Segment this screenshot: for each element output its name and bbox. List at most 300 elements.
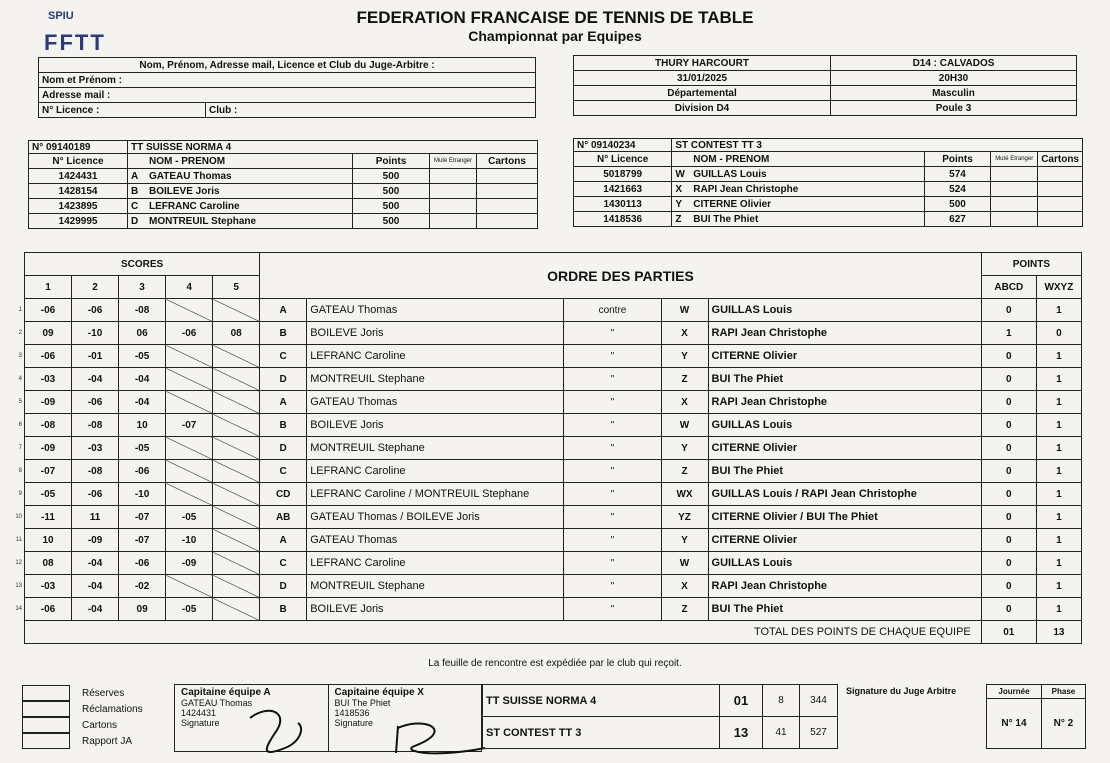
match-row [12,506,1082,529]
set-score [213,391,260,414]
set-score [213,598,260,621]
summary-value: 527 [800,717,838,749]
set-score: -01 [72,345,119,368]
team-x-players: CITERNE Olivier [708,437,965,460]
set-score: -07 [166,414,213,437]
team-x-players: CITERNE Olivier / BUI The Phiet [708,506,965,529]
team-x-letter: W [661,552,708,575]
points-a: 0 [981,529,1036,552]
journee-label: Journée [987,685,1042,699]
points-a: 0 [981,414,1036,437]
table-row [574,182,1083,197]
team-x-table [573,138,1083,227]
set-score: -05 [119,437,166,460]
team-a-players: LEFRANC Caroline [307,460,564,483]
team-x-players: BUI The Phiet [708,368,965,391]
points-a: 0 [981,437,1036,460]
points-a: 1 [981,322,1036,345]
set-score: 08 [213,322,260,345]
points-x: 0 [1036,322,1081,345]
versus: " [564,437,661,460]
set-score: -10 [72,322,119,345]
points-x: 1 [1036,506,1081,529]
player-letter: C [128,199,147,214]
player-name: LEFRANC Caroline [146,199,353,214]
team-a-col-mute: Muté Etranger [430,154,477,169]
team-x-players: RAPI Jean Christophe [708,391,965,414]
logo-top-text: SPIU [48,10,74,22]
set-score: -11 [25,506,72,529]
set-score: -06 [119,552,166,575]
set-score [213,483,260,506]
match-number: 14 [15,606,22,612]
set-score: -04 [72,368,119,391]
set-score [213,414,260,437]
venue: THURY HARCOURT [574,56,831,71]
points-a: 0 [981,460,1036,483]
team-x-letter: Z [661,460,708,483]
table-row [483,685,838,717]
referee-table [38,57,536,118]
set-score: 09 [119,598,166,621]
player-licence: 5018799 [574,167,672,182]
team-a-letter: C [260,552,307,575]
table-row [29,214,538,229]
team-a-letter: D [260,575,307,598]
team-x-players: BUI The Phiet [708,598,965,621]
team-a-col-points: Points [353,154,430,169]
set-score: -06 [25,598,72,621]
match-info-table [573,55,1077,116]
set-score: -06 [119,460,166,483]
points-a: 0 [981,575,1036,598]
team-x-number: N° 09140234 [574,139,672,152]
team-a-letter: A [260,391,307,414]
match-row [12,552,1082,575]
set-score: -04 [119,368,166,391]
captain-a-sig-label: Signature [181,718,220,728]
match-row [12,529,1082,552]
set-header: 1 [25,276,72,299]
points-x: 1 [1036,575,1081,598]
set-header: 4 [166,276,213,299]
team-a-players: BOILEVE Joris [307,322,564,345]
team-x-players: RAPI Jean Christophe [708,575,965,598]
team-x-letter: X [661,322,708,345]
team-x-letter: WX [661,483,708,506]
versus: " [564,391,661,414]
player-points: 500 [924,197,990,212]
set-header: 3 [119,276,166,299]
team-a-letter: B [260,322,307,345]
player-name: GATEAU Thomas [146,169,353,184]
referee-signature-label: Signature du Juge Arbitre [846,686,957,696]
points-a: 0 [981,391,1036,414]
team-x-players: GUILLAS Louis [708,552,965,575]
team-a-players: LEFRANC Caroline [307,552,564,575]
captain-x-licence: 1418536 [334,708,370,718]
summary-value: 344 [800,685,838,717]
summary-value: 8 [763,685,800,717]
journee-phase-table [986,684,1086,749]
match-number: 11 [15,537,22,543]
versus: contre [564,299,661,322]
team-a-number: N° 09140189 [29,141,128,154]
points-a: 0 [981,483,1036,506]
match-number: 6 [18,422,22,428]
set-score [166,575,213,598]
team-a-col-licence: N° Licence [29,154,128,169]
points-x: 1 [1036,483,1081,506]
player-points: 500 [353,199,430,214]
match-number: 2 [18,330,22,336]
points-x: 1 [1036,437,1081,460]
referee-licence-label: N° Licence : [39,103,206,118]
match-division: Division D4 [574,101,831,116]
versus: " [564,552,661,575]
set-score: 06 [119,322,166,345]
page-title: FEDERATION FRANCAISE DE TENNIS DE TABLE [356,8,754,27]
team-a-col-name: NOM - PRENOM [146,154,353,169]
match-number: 1 [18,307,22,313]
versus: " [564,414,661,437]
team-a-letter: C [260,345,307,368]
summary-score: 01 [720,685,763,717]
set-score: -05 [119,345,166,368]
points-x: 1 [1036,345,1081,368]
points-x: 1 [1036,391,1081,414]
captain-a-name: GATEAU Thomas [181,698,253,708]
team-a-players: GATEAU Thomas [307,391,564,414]
points-x: 1 [1036,299,1081,322]
points-label: POINTS [981,253,1081,276]
player-name: MONTREUIL Stephane [146,214,353,229]
set-score: -05 [25,483,72,506]
set-score: -08 [72,414,119,437]
set-score [166,437,213,460]
points-a: 0 [981,506,1036,529]
set-score: -06 [72,391,119,414]
team-x-letter: X [661,575,708,598]
match-number: 9 [18,491,22,497]
points-x: 1 [1036,460,1081,483]
set-score [166,368,213,391]
team-x-col-mute: Muté Etranger [991,152,1038,167]
team-x-letter: Y [661,437,708,460]
captain-a-title: Capitaine équipe A [181,687,271,698]
player-points: 574 [924,167,990,182]
table-row [574,167,1083,182]
team-a-players: BOILEVE Joris [307,598,564,621]
player-name: GUILLAS Louis [690,167,924,182]
versus: " [564,345,661,368]
team-x-col-licence: N° Licence [574,152,672,167]
player-licence: 1429995 [29,214,128,229]
team-x-letter: X [661,391,708,414]
team-x-letter: YZ [661,506,708,529]
match-number: 5 [18,399,22,405]
player-letter: B [128,184,147,199]
set-score: -04 [72,552,119,575]
player-licence: 1428154 [29,184,128,199]
match-row [12,322,1082,345]
team-x-letter: W [661,414,708,437]
match-number: 4 [18,376,22,382]
match-number: 7 [18,445,22,451]
referee-club-label: Club : [206,103,536,118]
set-score: -09 [72,529,119,552]
points-a: 0 [981,552,1036,575]
points-x: 1 [1036,529,1081,552]
versus: " [564,483,661,506]
set-score: -10 [119,483,166,506]
team-a-players: MONTREUIL Stephane [307,437,564,460]
team-x-players: GUILLAS Louis [708,299,965,322]
set-score [166,391,213,414]
set-score: -06 [72,483,119,506]
points-x: 1 [1036,598,1081,621]
signatures-drawing [230,698,490,763]
points-x: 1 [1036,552,1081,575]
set-score [166,345,213,368]
set-score: -05 [166,598,213,621]
team-x-players: RAPI Jean Christophe [708,322,965,345]
points-a: 0 [981,598,1036,621]
player-name: RAPI Jean Christophe [690,182,924,197]
set-score [213,437,260,460]
set-score: -06 [72,299,119,322]
team-a-col-cards: Cartons [477,154,538,169]
team-x-players: CITERNE Olivier [708,345,965,368]
checkbox-label: Cartons [82,719,118,731]
set-score: 10 [25,529,72,552]
referee-title: Nom, Prénom, Adresse mail, Licence et Club du Juge-Arbitre : [39,58,536,73]
captain-x-sig-label: Signature [334,718,374,728]
scores-label: SCORES [25,253,260,276]
summary-team: ST CONTEST TT 3 [483,717,720,749]
team-x-letter: Y [661,529,708,552]
summary-score: 13 [720,717,763,749]
match-pool: Poule 3 [831,101,1077,116]
set-score: 08 [25,552,72,575]
summary-value: 41 [763,717,800,749]
team-a-table [28,140,538,229]
set-score [213,506,260,529]
table-row [29,184,538,199]
table-row [574,197,1083,212]
player-licence: 1421663 [574,182,672,197]
match-number: 8 [18,468,22,474]
team-a-players: GATEAU Thomas [307,529,564,552]
team-a-players: GATEAU Thomas / BOILEVE Joris [307,506,564,529]
set-score: -09 [166,552,213,575]
set-header: 5 [213,276,260,299]
col-wxyz: WXYZ [1036,276,1081,299]
set-score: -04 [72,575,119,598]
match-row [12,345,1082,368]
set-score: -05 [166,506,213,529]
set-score: -07 [119,506,166,529]
points-a: 0 [981,299,1036,322]
player-letter: Z [672,212,690,227]
versus: " [564,368,661,391]
set-score [213,575,260,598]
checkbox[interactable] [22,717,70,733]
checkbox[interactable] [22,733,70,749]
team-a-letter: AB [260,506,307,529]
set-score: -09 [25,391,72,414]
match-number: 13 [15,583,22,589]
player-name: CITERNE Olivier [690,197,924,212]
team-x-letter: W [661,299,708,322]
table-row [29,199,538,214]
set-score: -03 [25,368,72,391]
team-a-letter: C [260,460,307,483]
player-licence: 1423895 [29,199,128,214]
team-a-letter: CD [260,483,307,506]
match-row [12,575,1082,598]
phase-label: Phase [1041,685,1085,699]
match-row [12,460,1082,483]
points-x: 1 [1036,368,1081,391]
match-row [12,368,1082,391]
team-x-col-points: Points [924,152,990,167]
referee-email-label: Adresse mail : [39,88,536,103]
captain-x-title: Capitaine équipe X [334,687,424,698]
team-x-name: ST CONTEST TT 3 [672,139,1083,152]
match-number: 10 [15,514,22,520]
checkbox[interactable] [22,701,70,717]
team-x-players: GUILLAS Louis / RAPI Jean Christophe [708,483,965,506]
set-score [213,460,260,483]
team-x-letter: Y [661,345,708,368]
team-a-players: LEFRANC Caroline / MONTREUIL Stephane [307,483,564,506]
player-points: 627 [924,212,990,227]
journee-value: N° 14 [987,699,1042,749]
match-level: Départemental [574,86,831,101]
total-label: TOTAL DES POINTS DE CHAQUE EQUIPE [25,621,982,644]
table-row [483,717,838,749]
set-header: 2 [72,276,119,299]
summary-table [482,684,838,749]
set-score: -07 [119,529,166,552]
versus: " [564,598,661,621]
set-score: -10 [166,529,213,552]
team-x-col-name: NOM - PRENOM [690,152,924,167]
player-letter: D [128,214,147,229]
total-a: 01 [981,621,1036,644]
team-x-players: GUILLAS Louis [708,414,965,437]
player-name: BUI The Phiet [690,212,924,227]
team-a-letter: D [260,368,307,391]
phase-value: N° 2 [1041,699,1085,749]
match-number: 3 [18,353,22,359]
set-score [166,483,213,506]
team-a-letter: A [260,529,307,552]
set-score: 10 [119,414,166,437]
player-letter: A [128,169,147,184]
logo-main-text: FFTT [44,30,106,55]
player-points: 500 [353,214,430,229]
points-a: 0 [981,345,1036,368]
checkbox-block [22,685,143,749]
match-number: 12 [15,560,22,566]
player-letter: W [672,167,690,182]
versus: " [564,529,661,552]
table-row [574,212,1083,227]
match-row [12,414,1082,437]
checkbox-label: Réclamations [82,703,143,715]
versus: " [564,506,661,529]
match-row [12,483,1082,506]
points-a: 0 [981,368,1036,391]
set-score: -08 [72,460,119,483]
player-licence: 1424431 [29,169,128,184]
set-score [213,345,260,368]
player-name: BOILEVE Joris [146,184,353,199]
team-a-letter: B [260,414,307,437]
checkbox-label: Réserves [82,687,125,699]
team-x-letter: Z [661,368,708,391]
set-score [166,460,213,483]
set-score: -03 [72,437,119,460]
team-a-name: TT SUISSE NORMA 4 [128,141,538,154]
set-score: -07 [25,460,72,483]
table-row [29,169,538,184]
checkbox[interactable] [22,685,70,701]
team-x-col-cards: Cartons [1038,152,1083,167]
set-score [213,552,260,575]
referee-name-label: Nom et Prénom : [39,73,536,88]
points-x: 1 [1036,414,1081,437]
set-score [213,368,260,391]
set-score: -02 [119,575,166,598]
player-licence: 1430113 [574,197,672,212]
set-score: -06 [166,322,213,345]
total-x: 13 [1036,621,1081,644]
team-x-players: CITERNE Olivier [708,529,965,552]
match-gender: Masculin [831,86,1077,101]
set-score: -03 [25,575,72,598]
page-subtitle: Championnat par Equipes [468,28,642,44]
set-score: 11 [72,506,119,529]
match-date: 31/01/2025 [574,71,831,86]
player-letter: Y [672,197,690,212]
team-a-letter: A [260,299,307,322]
player-licence: 1418536 [574,212,672,227]
versus: " [564,322,661,345]
match-time: 20H30 [831,71,1077,86]
set-score: -04 [119,391,166,414]
match-row [12,391,1082,414]
col-abcd: ABCD [981,276,1036,299]
team-x-letter: Z [661,598,708,621]
set-score: -08 [25,414,72,437]
team-a-players: GATEAU Thomas [307,299,564,322]
player-points: 500 [353,184,430,199]
match-row [12,598,1082,621]
captain-x-name: BUI The Phiet [334,698,391,708]
match-row [12,299,1082,322]
captain-a-licence: 1424431 [181,708,217,718]
set-score [166,299,213,322]
player-letter: X [672,182,690,197]
set-score: -04 [72,598,119,621]
team-a-letter: D [260,437,307,460]
team-a-players: MONTREUIL Stephane [307,575,564,598]
division-code: D14 : CALVADOS [831,56,1077,71]
checkbox-label: Rapport JA [82,735,133,747]
